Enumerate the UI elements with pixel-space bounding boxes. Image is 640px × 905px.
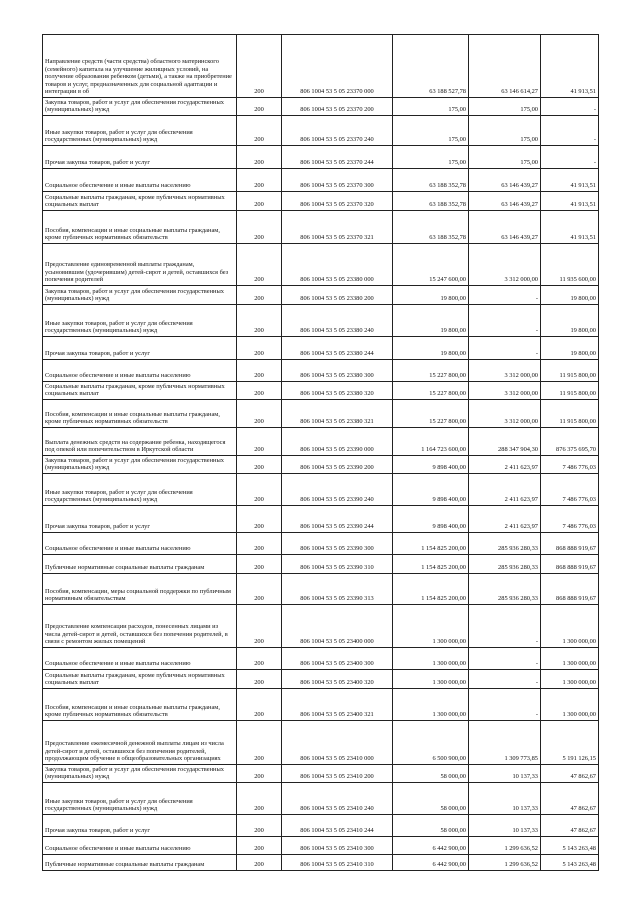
row-executed-cell: - [469,670,541,689]
row-name-cell: Социальные выплаты гражданам, кроме публичных нормативных социальных выплат [43,192,237,211]
row-unexecuted-cell: 41 913,51 [541,169,599,192]
row-approved-cell: 19 800,00 [393,286,469,305]
row-line-code-cell: 200 [237,169,282,192]
row-line-code-cell: 200 [237,360,282,382]
table-row [43,400,599,428]
row-budget-code-cell: 806 1004 53 5 05 23390 310 [282,555,393,574]
row-name-cell: Иные закупки товаров, работ и услуг для обеспечения государственных (муниципальных) нужд [43,116,237,146]
table-body [43,35,599,871]
row-unexecuted-cell: 5 143 263,48 [541,855,599,871]
row-line-code-cell: 200 [237,506,282,533]
row-unexecuted-cell: 11 915 800,00 [541,400,599,428]
row-executed-cell: - [469,648,541,670]
row-name-cell: Социальное обеспечение и иные выплаты населению [43,169,237,192]
row-budget-code-cell: 806 1004 53 5 05 23390 000 [282,428,393,456]
row-name-cell: Предоставление единовременной выплаты гражданам, усыновившим (удочерившим) детей-сирот и детей, оставшихся без попечения родителей [43,244,237,286]
row-name-cell: Закупка товаров, работ и услуг для обеспечения государственных (муниципальных) нужд [43,765,237,783]
budget-execution-table [42,34,599,871]
row-line-code-cell: 200 [237,116,282,146]
row-approved-cell: 1 300 000,00 [393,670,469,689]
row-unexecuted-cell: 868 888 919,67 [541,555,599,574]
row-name-cell: Социальные выплаты гражданам, кроме публичных нормативных социальных выплат [43,670,237,689]
row-line-code-cell: 200 [237,533,282,555]
row-budget-code-cell: 806 1004 53 5 05 23390 240 [282,474,393,506]
row-line-code-cell: 200 [237,605,282,648]
row-line-code-cell: 200 [237,765,282,783]
row-unexecuted-cell: 19 800,00 [541,305,599,337]
row-line-code-cell: 200 [237,837,282,855]
row-approved-cell: 58 000,00 [393,765,469,783]
row-unexecuted-cell: 41 913,51 [541,211,599,244]
row-name-cell: Публичные нормативные социальные выплаты гражданам [43,855,237,871]
row-name-cell: Прочая закупка товаров, работ и услуг [43,146,237,169]
table-row [43,244,599,286]
row-unexecuted-cell: 41 913,51 [541,192,599,211]
table-row [43,670,599,689]
row-approved-cell: 63 188 352,78 [393,169,469,192]
row-approved-cell: 175,00 [393,146,469,169]
row-name-cell: Закупка товаров, работ и услуг для обеспечения государственных (муниципальных) нужд [43,98,237,116]
row-line-code-cell: 200 [237,211,282,244]
row-executed-cell: 2 411 623,97 [469,474,541,506]
row-executed-cell: - [469,305,541,337]
table-row [43,765,599,783]
table-row [43,192,599,211]
row-executed-cell: - [469,286,541,305]
row-approved-cell: 1 300 000,00 [393,689,469,721]
row-executed-cell: 285 936 280,33 [469,574,541,605]
row-approved-cell: 9 898 400,00 [393,506,469,533]
row-budget-code-cell: 806 1004 53 5 05 23400 000 [282,605,393,648]
row-executed-cell: 175,00 [469,116,541,146]
table-row [43,169,599,192]
row-name-cell: Социальное обеспечение и иные выплаты населению [43,648,237,670]
row-line-code-cell: 200 [237,721,282,765]
row-executed-cell: - [469,605,541,648]
row-executed-cell: 1 299 636,52 [469,837,541,855]
row-budget-code-cell: 806 1004 53 5 05 23370 000 [282,35,393,98]
row-executed-cell: 3 312 000,00 [469,360,541,382]
row-approved-cell: 6 500 900,00 [393,721,469,765]
row-name-cell: Прочая закупка товаров, работ и услуг [43,337,237,360]
table-row [43,116,599,146]
row-budget-code-cell: 806 1004 53 5 05 23410 240 [282,783,393,815]
row-line-code-cell: 200 [237,574,282,605]
table-row [43,837,599,855]
row-executed-cell: 175,00 [469,98,541,116]
row-budget-code-cell: 806 1004 53 5 05 23390 200 [282,456,393,474]
row-unexecuted-cell: 868 888 919,67 [541,574,599,605]
row-line-code-cell: 200 [237,400,282,428]
table-row [43,855,599,871]
row-name-cell: Закупка товаров, работ и услуг для обеспечения государственных (муниципальных) нужд [43,286,237,305]
table-row [43,721,599,765]
row-budget-code-cell: 806 1004 53 5 05 23380 200 [282,286,393,305]
row-unexecuted-cell: 11 915 800,00 [541,382,599,400]
table-row [43,456,599,474]
row-name-cell: Направление средств (части средства) областного материнского (семейного) капитала на улучшение жилищных условий, на получение образования ребенком (детьми), а также на приобретение товаров и услуг, предназначенных для социальной адаптации и интеграции в об [43,35,237,98]
row-unexecuted-cell: 5 191 126,15 [541,721,599,765]
row-line-code-cell: 200 [237,474,282,506]
row-approved-cell: 15 227 800,00 [393,382,469,400]
row-budget-code-cell: 806 1004 53 5 05 23390 300 [282,533,393,555]
row-approved-cell: 1 154 825 200,00 [393,555,469,574]
row-budget-code-cell: 806 1004 53 5 05 23400 300 [282,648,393,670]
row-executed-cell: 3 312 000,00 [469,244,541,286]
row-name-cell: Иные закупки товаров, работ и услуг для обеспечения государственных (муниципальных) нужд [43,474,237,506]
table-row [43,574,599,605]
row-line-code-cell: 200 [237,286,282,305]
row-executed-cell: - [469,689,541,721]
row-budget-code-cell: 806 1004 53 5 05 23410 000 [282,721,393,765]
table-row [43,783,599,815]
row-line-code-cell: 200 [237,192,282,211]
row-approved-cell: 9 898 400,00 [393,456,469,474]
row-unexecuted-cell: 11 935 600,00 [541,244,599,286]
row-unexecuted-cell: 1 300 000,00 [541,689,599,721]
row-budget-code-cell: 806 1004 53 5 05 23380 000 [282,244,393,286]
table-row [43,382,599,400]
table-row [43,337,599,360]
row-approved-cell: 1 154 825 200,00 [393,533,469,555]
row-name-cell: Выплата денежных средств на содержание ребенка, находящегося под опекой или попечительством в Иркутской области [43,428,237,456]
row-line-code-cell: 200 [237,670,282,689]
row-line-code-cell: 200 [237,815,282,837]
row-name-cell: Пособия, компенсации и иные социальные выплаты гражданам, кроме публичных нормативных обязательств [43,689,237,721]
row-approved-cell: 1 300 000,00 [393,605,469,648]
row-line-code-cell: 200 [237,305,282,337]
row-approved-cell: 15 247 600,00 [393,244,469,286]
row-line-code-cell: 200 [237,382,282,400]
row-unexecuted-cell: 1 300 000,00 [541,605,599,648]
row-unexecuted-cell: 47 862,67 [541,765,599,783]
row-unexecuted-cell: - [541,116,599,146]
row-unexecuted-cell: - [541,98,599,116]
row-unexecuted-cell: 47 862,67 [541,815,599,837]
row-approved-cell: 9 898 400,00 [393,474,469,506]
row-unexecuted-cell: 1 300 000,00 [541,670,599,689]
row-approved-cell: 15 227 800,00 [393,400,469,428]
row-name-cell: Социальное обеспечение и иные выплаты населению [43,360,237,382]
row-executed-cell: 285 936 280,33 [469,555,541,574]
row-name-cell: Социальное обеспечение и иные выплаты населению [43,533,237,555]
row-executed-cell: 1 299 636,52 [469,855,541,871]
budget-report-page [42,34,598,871]
row-approved-cell: 19 800,00 [393,337,469,360]
row-line-code-cell: 200 [237,146,282,169]
row-line-code-cell: 200 [237,35,282,98]
row-name-cell: Прочая закупка товаров, работ и услуг [43,815,237,837]
row-budget-code-cell: 806 1004 53 5 05 23370 244 [282,146,393,169]
table-row [43,815,599,837]
row-executed-cell: 288 347 904,30 [469,428,541,456]
row-line-code-cell: 200 [237,555,282,574]
table-row [43,428,599,456]
row-name-cell: Предоставление компенсации расходов, понесенных лицами из числа детей-сирот и детей, оставшихся без попечения родителей, в связи с ремонтом жилых помещений [43,605,237,648]
row-approved-cell: 58 000,00 [393,815,469,837]
table-row [43,648,599,670]
row-budget-code-cell: 806 1004 53 5 05 23370 321 [282,211,393,244]
row-budget-code-cell: 806 1004 53 5 05 23370 240 [282,116,393,146]
row-executed-cell: 63 146 614,27 [469,35,541,98]
row-executed-cell: 2 411 623,97 [469,506,541,533]
row-budget-code-cell: 806 1004 53 5 05 23380 240 [282,305,393,337]
row-budget-code-cell: 806 1004 53 5 05 23370 200 [282,98,393,116]
row-name-cell: Прочая закупка товаров, работ и услуг [43,506,237,533]
row-budget-code-cell: 806 1004 53 5 05 23390 313 [282,574,393,605]
row-unexecuted-cell: 47 862,67 [541,783,599,815]
row-approved-cell: 175,00 [393,116,469,146]
row-unexecuted-cell: 7 486 776,03 [541,474,599,506]
row-unexecuted-cell: 868 888 919,67 [541,533,599,555]
row-executed-cell: 3 312 000,00 [469,382,541,400]
table-row [43,286,599,305]
row-executed-cell: 10 137,33 [469,765,541,783]
row-unexecuted-cell: 11 915 800,00 [541,360,599,382]
row-line-code-cell: 200 [237,428,282,456]
table-row [43,533,599,555]
table-row [43,360,599,382]
row-approved-cell: 1 164 723 600,00 [393,428,469,456]
row-executed-cell: 10 137,33 [469,783,541,815]
row-unexecuted-cell: 41 913,51 [541,35,599,98]
row-name-cell: Социальные выплаты гражданам, кроме публичных нормативных социальных выплат [43,382,237,400]
row-budget-code-cell: 806 1004 53 5 05 23410 200 [282,765,393,783]
row-line-code-cell: 200 [237,648,282,670]
row-unexecuted-cell: 1 300 000,00 [541,648,599,670]
row-name-cell: Закупка товаров, работ и услуг для обеспечения государственных (муниципальных) нужд [43,456,237,474]
row-budget-code-cell: 806 1004 53 5 05 23390 244 [282,506,393,533]
row-approved-cell: 63 188 352,78 [393,211,469,244]
row-approved-cell: 63 188 527,78 [393,35,469,98]
row-executed-cell: 2 411 623,97 [469,456,541,474]
row-approved-cell: 6 442 900,00 [393,855,469,871]
row-executed-cell: - [469,337,541,360]
row-budget-code-cell: 806 1004 53 5 05 23410 300 [282,837,393,855]
row-line-code-cell: 200 [237,337,282,360]
row-budget-code-cell: 806 1004 53 5 05 23370 320 [282,192,393,211]
row-approved-cell: 6 442 900,00 [393,837,469,855]
row-approved-cell: 19 800,00 [393,305,469,337]
row-budget-code-cell: 806 1004 53 5 05 23380 300 [282,360,393,382]
row-name-cell: Пособия, компенсации и иные социальные выплаты гражданам, кроме публичных нормативных обязательств [43,211,237,244]
table-row [43,555,599,574]
row-budget-code-cell: 806 1004 53 5 05 23400 321 [282,689,393,721]
row-executed-cell: 10 137,33 [469,815,541,837]
table-row [43,98,599,116]
table-row [43,506,599,533]
row-line-code-cell: 200 [237,98,282,116]
row-unexecuted-cell: 5 143 263,48 [541,837,599,855]
row-name-cell: Пособия, компенсации, меры социальной поддержки по публичным нормативным обязательствам [43,574,237,605]
row-budget-code-cell: 806 1004 53 5 05 23380 321 [282,400,393,428]
row-name-cell: Предоставление ежемесячной денежной выплаты лицам из числа детей-сирот и детей, оставшихся без попечения родителей, продолжающим обучение в общеобразовательных организациях [43,721,237,765]
row-budget-code-cell: 806 1004 53 5 05 23410 244 [282,815,393,837]
row-line-code-cell: 200 [237,244,282,286]
row-name-cell: Иные закупки товаров, работ и услуг для обеспечения государственных (муниципальных) нужд [43,305,237,337]
row-unexecuted-cell: - [541,146,599,169]
row-unexecuted-cell: 7 486 776,03 [541,506,599,533]
table-row [43,146,599,169]
row-approved-cell: 15 227 800,00 [393,360,469,382]
row-executed-cell: 285 936 280,33 [469,533,541,555]
row-line-code-cell: 200 [237,689,282,721]
row-name-cell: Публичные нормативные социальные выплаты гражданам [43,555,237,574]
row-budget-code-cell: 806 1004 53 5 05 23410 310 [282,855,393,871]
row-budget-code-cell: 806 1004 53 5 05 23370 300 [282,169,393,192]
row-executed-cell: 63 146 439,27 [469,211,541,244]
row-name-cell: Иные закупки товаров, работ и услуг для обеспечения государственных (муниципальных) нужд [43,783,237,815]
row-executed-cell: 3 312 000,00 [469,400,541,428]
row-line-code-cell: 200 [237,456,282,474]
table-row [43,35,599,98]
row-unexecuted-cell: 876 375 695,70 [541,428,599,456]
row-line-code-cell: 200 [237,783,282,815]
row-executed-cell: 175,00 [469,146,541,169]
row-name-cell: Пособия, компенсации и иные социальные выплаты гражданам, кроме публичных нормативных обязательств [43,400,237,428]
row-budget-code-cell: 806 1004 53 5 05 23400 320 [282,670,393,689]
row-budget-code-cell: 806 1004 53 5 05 23380 244 [282,337,393,360]
row-approved-cell: 63 188 352,78 [393,192,469,211]
row-unexecuted-cell: 19 800,00 [541,286,599,305]
row-executed-cell: 1 309 773,85 [469,721,541,765]
row-line-code-cell: 200 [237,855,282,871]
table-row [43,305,599,337]
table-row [43,605,599,648]
table-row [43,211,599,244]
row-approved-cell: 58 000,00 [393,783,469,815]
row-approved-cell: 1 154 825 200,00 [393,574,469,605]
row-executed-cell: 63 146 439,27 [469,192,541,211]
row-budget-code-cell: 806 1004 53 5 05 23380 320 [282,382,393,400]
row-approved-cell: 175,00 [393,98,469,116]
table-row [43,474,599,506]
row-name-cell: Социальное обеспечение и иные выплаты населению [43,837,237,855]
table-row [43,689,599,721]
row-executed-cell: 63 146 439,27 [469,169,541,192]
row-unexecuted-cell: 19 800,00 [541,337,599,360]
row-approved-cell: 1 300 000,00 [393,648,469,670]
row-unexecuted-cell: 7 486 776,03 [541,456,599,474]
